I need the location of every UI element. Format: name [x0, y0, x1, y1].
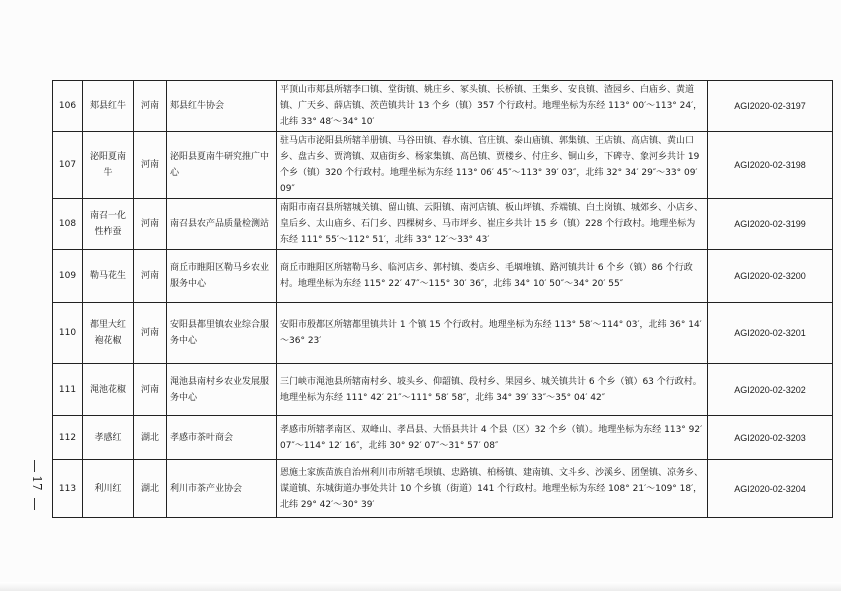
table-row	[53, 250, 833, 303]
protection-area: 南阳市南召县所辖城关镇、留山镇、云阳镇、南河店镇、板山坪镇、乔端镇、白土岗镇、城郊乡、小店乡、皇后乡、太山庙乡、石门乡、四棵树乡、马市坪乡、崔庄乡共计 15 乡（镇）228 个行政村。地理坐标为东经 111° 55′～112° 51′，北纬 33° 12′～33° 43′	[277, 199, 708, 250]
table-row	[53, 132, 833, 199]
row-number: 107	[53, 132, 83, 199]
protection-area: 商丘市睢阳区所辖勒马乡、临河店乡、郭村镇、娄店乡、毛堌堆镇、路河镇共计 6 个乡（镇）86 个行政村。地理坐标为东经 115° 22′ 47″～115° 30′ 36″，北纬 34° 10′ 50″～34° 20′ 55″	[277, 250, 708, 303]
protection-area: 三门峡市渑池县所辖南村乡、坡头乡、仰韶镇、段村乡、果园乡、城关镇共计 6 个乡（镇）63 个行政村。地理坐标为东经 111° 42′ 21″～111° 58′ 58″，北纬 34° 39′ 33″～35° 04′ 42″	[277, 364, 708, 416]
scan-edge	[0, 582, 841, 591]
applicant-org: 利川市茶产业协会	[167, 460, 277, 518]
registration-code: AGI2020-02-3204	[708, 460, 833, 518]
applicant-org: 安阳县都里镇农业综合服务中心	[167, 303, 277, 364]
row-number: 109	[53, 250, 83, 303]
applicant-org: 孝感市茶叶商会	[167, 416, 277, 460]
registration-code: AGI2020-02-3198	[708, 132, 833, 199]
product-name: 勒马花生	[83, 250, 134, 303]
province: 河南	[134, 250, 167, 303]
page-number-margin	[30, 460, 42, 510]
province: 河南	[134, 303, 167, 364]
row-number: 112	[53, 416, 83, 460]
row-number: 113	[53, 460, 83, 518]
table-row	[53, 364, 833, 416]
province: 河南	[134, 364, 167, 416]
row-number: 111	[53, 364, 83, 416]
table-row	[53, 460, 833, 518]
registration-table	[52, 80, 833, 518]
product-name: 南召一化性柞蚕	[83, 199, 134, 250]
registration-code: AGI2020-02-3203	[708, 416, 833, 460]
page-number: 17	[30, 475, 44, 491]
province: 河南	[134, 132, 167, 199]
product-name: 泌阳夏南牛	[83, 132, 134, 199]
protection-area: 驻马店市泌阳县所辖羊册镇、马谷田镇、春水镇、官庄镇、泰山庙镇、郭集镇、王店镇、高店镇、黄山口乡、盘古乡、贾湾镇、双庙街乡、杨家集镇、高邑镇、贾楼乡、付庄乡、铜山乡，下碑寺、象河乡共计 19 个乡（镇）320 个行政村。地理坐标为东经 113° 06′ 45″～113° 39′ 03″，北纬 32° 34′ 29″～33° 09′ 09″	[277, 132, 708, 199]
province: 河南	[134, 81, 167, 132]
page-number-dash	[34, 498, 35, 510]
registration-code: AGI2020-02-3199	[708, 199, 833, 250]
applicant-org: 泌阳县夏南牛研究推广中心	[167, 132, 277, 199]
applicant-org: 渑池县南村乡农业发展服务中心	[167, 364, 277, 416]
page-number-dash	[34, 460, 35, 472]
row-number: 108	[53, 199, 83, 250]
protection-area: 恩施土家族苗族自治州利川市所辖毛坝镇、忠路镇、柏杨镇、建南镇、文斗乡、沙溪乡、团堡镇、凉务乡、谋道镇、东城街道办事处共计 10 个乡镇（街道）141 个行政村。地理坐标为东经 108° 21′～109° 18′，北纬 29° 42′～30° 39′	[277, 460, 708, 518]
registration-code: AGI2020-02-3202	[708, 364, 833, 416]
applicant-org: 商丘市睢阳区勒马乡农业服务中心	[167, 250, 277, 303]
registration-code: AGI2020-02-3197	[708, 81, 833, 132]
product-name: 孝感红	[83, 416, 134, 460]
applicant-org: 郏县红牛协会	[167, 81, 277, 132]
table-row	[53, 199, 833, 250]
table-row	[53, 81, 833, 132]
registration-code: AGI2020-02-3200	[708, 250, 833, 303]
province: 湖北	[134, 416, 167, 460]
table-row	[53, 416, 833, 460]
registration-code: AGI2020-02-3201	[708, 303, 833, 364]
province: 河南	[134, 199, 167, 250]
product-name: 渑池花椒	[83, 364, 134, 416]
province: 湖北	[134, 460, 167, 518]
protection-area: 孝感市所辖孝南区、双峰山、孝昌县、大悟县共计 4 个县（区）32 个乡（镇）。地理坐标为东经 113° 92′ 07″～114° 12′ 16″，北纬 30° 92′ 07″～31° 57′ 08″	[277, 416, 708, 460]
product-name: 利川红	[83, 460, 134, 518]
row-number: 110	[53, 303, 83, 364]
applicant-org: 南召县农产品质量检测站	[167, 199, 277, 250]
protection-area: 平顶山市郏县所辖李口镇、堂街镇、姚庄乡、冢头镇、长桥镇、王集乡、安良镇、渣园乡、白庙乡、黄道镇、广天乡、薛店镇、茨芭镇共计 13 个乡（镇）357 个行政村。地理坐标为东经 113° 00′～113° 24′，北纬 33° 48′～34° 10′	[277, 81, 708, 132]
table-row	[53, 303, 833, 364]
protection-area: 安阳市殷都区所辖都里镇共计 1 个镇 15 个行政村。地理坐标为东经 113° 58′～114° 03′，北纬 36° 14′～36° 23′	[277, 303, 708, 364]
product-name: 郏县红牛	[83, 81, 134, 132]
product-name: 都里大红袍花椒	[83, 303, 134, 364]
row-number: 106	[53, 81, 83, 132]
